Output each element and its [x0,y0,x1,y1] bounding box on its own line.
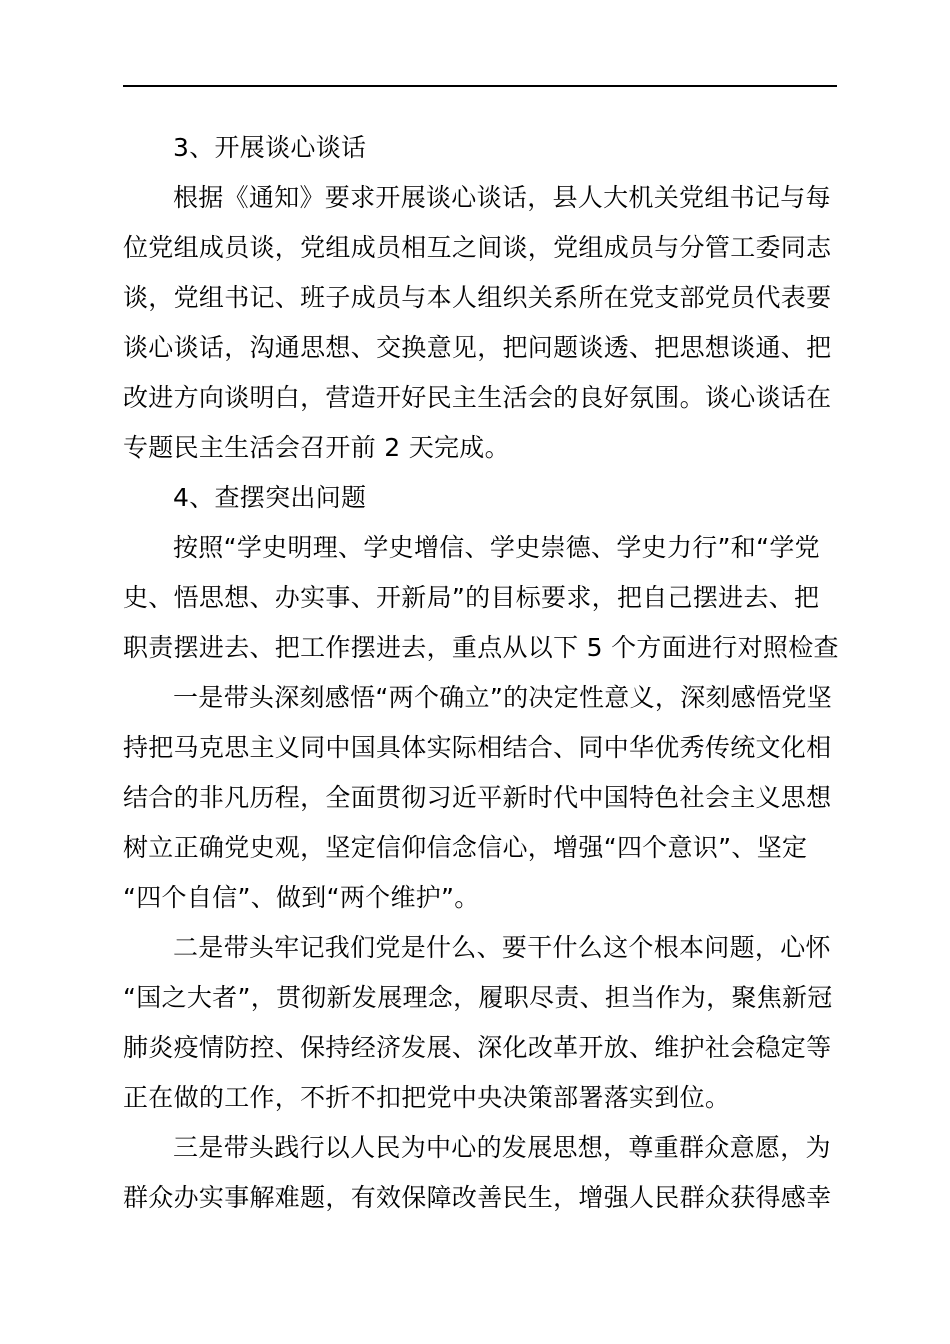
paragraph-line: 肺炎疫情防控、保持经济发展、深化改革开放、维护社会稳定等 [123,1033,832,1062]
paragraph-line: 根据《通知》要求开展谈心谈话，县人大机关党组书记与每 [173,183,831,212]
paragraph-line: 史、悟思想、办实事、开新局”的目标要求，把自己摆进去、把 [123,583,820,612]
paragraph-line: 三是带头践行以人民为中心的发展思想，尊重群众意愿，为 [173,1133,831,1162]
paragraph-line: 改进方向谈明白，营造开好民主生活会的良好氛围。谈心谈话在 [123,383,832,412]
paragraph-line: 树立正确党史观，坚定信仰信念信心，增强“四个意识”、坚定 [123,833,808,862]
heading-4: 4、查摆突出问题 [173,483,367,512]
paragraph-line: 一是带头深刻感悟“两个确立”的决定性意义，深刻感悟党坚 [173,683,833,712]
paragraph-line: 正在做的工作，不折不扣把党中央决策部署落实到位。 [123,1083,731,1112]
paragraph-line: “国之大者”，贯彻新发展理念，履职尽责、担当作为，聚焦新冠 [123,983,833,1012]
paragraph-line: “四个自信”、做到“两个维护”。 [123,883,480,912]
paragraph-line: 职责摆进去、把工作摆进去，重点从以下 5 个方面进行对照检查 [123,633,839,662]
paragraph-line: 谈心谈话，沟通思想、交换意见，把问题谈透、把思想谈通、把 [123,333,832,362]
paragraph-line: 持把马克思主义同中国具体实际相结合、同中华优秀传统文化相 [123,733,832,762]
heading-3: 3、开展谈心谈话 [173,133,367,162]
paragraph-line: 谈，党组书记、班子成员与本人组织关系所在党支部党员代表要 [123,283,832,312]
paragraph-line: 位党组成员谈，党组成员相互之间谈，党组成员与分管工委同志 [123,233,832,262]
header-rule [123,85,837,87]
paragraph-line: 结合的非凡历程，全面贯彻习近平新时代中国特色社会主义思想 [123,783,832,812]
paragraph-line: 群众办实事解难题，有效保障改善民生，增强人民群众获得感幸 [123,1183,832,1212]
paragraph-line: 专题民主生活会召开前 2 天完成。 [123,433,510,462]
paragraph-line: 二是带头牢记我们党是什么、要干什么这个根本问题，心怀 [173,933,831,962]
paragraph-line: 按照“学史明理、学史增信、学史崇德、学史力行”和“学党 [173,533,820,562]
